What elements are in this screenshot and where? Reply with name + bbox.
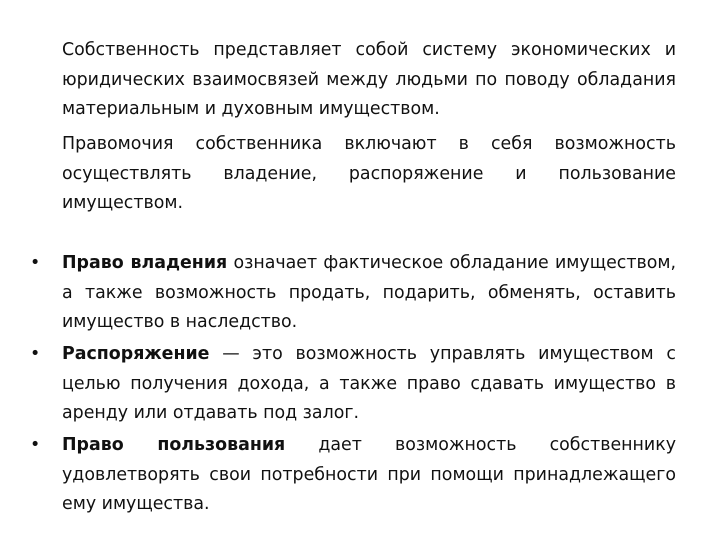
intro-paragraph-ownership: Собственность представляет собой систему экономических и юридических взаимосвязей между людьми по поводу обладания материальным и духовным имуществом. [62,40,676,119]
bullet-term: Право пользования [62,435,286,455]
bullet-description: — это возможность управлять имуществом с целью получения дохода, а также право сдавать имущество в аренду или отдавать под залог. [62,344,676,423]
bullet-text [62,431,676,520]
bullet-marker: • [30,253,41,273]
bullet-description: означает фактическое обладание имуществом, а также возможность продать, подарить, обменять, оставить имущество в наследство. [62,253,677,332]
bullet-description: дает возможность собственнику удовлетворять свои потребности при помощи принадлежащего ему имущества. [62,435,676,514]
bullet-text [62,340,676,429]
bullet-term: Распоряжение [62,344,210,364]
bullet-term: Право владения [62,253,228,273]
bullet-marker: • [30,435,41,455]
bullet-text [62,249,676,338]
bullet-marker: • [30,344,41,364]
intro-paragraph-owner-rights: Правомочия собственника включают в себя возможность осуществлять владение, распоряжение и пользование имуществом. [62,134,676,213]
